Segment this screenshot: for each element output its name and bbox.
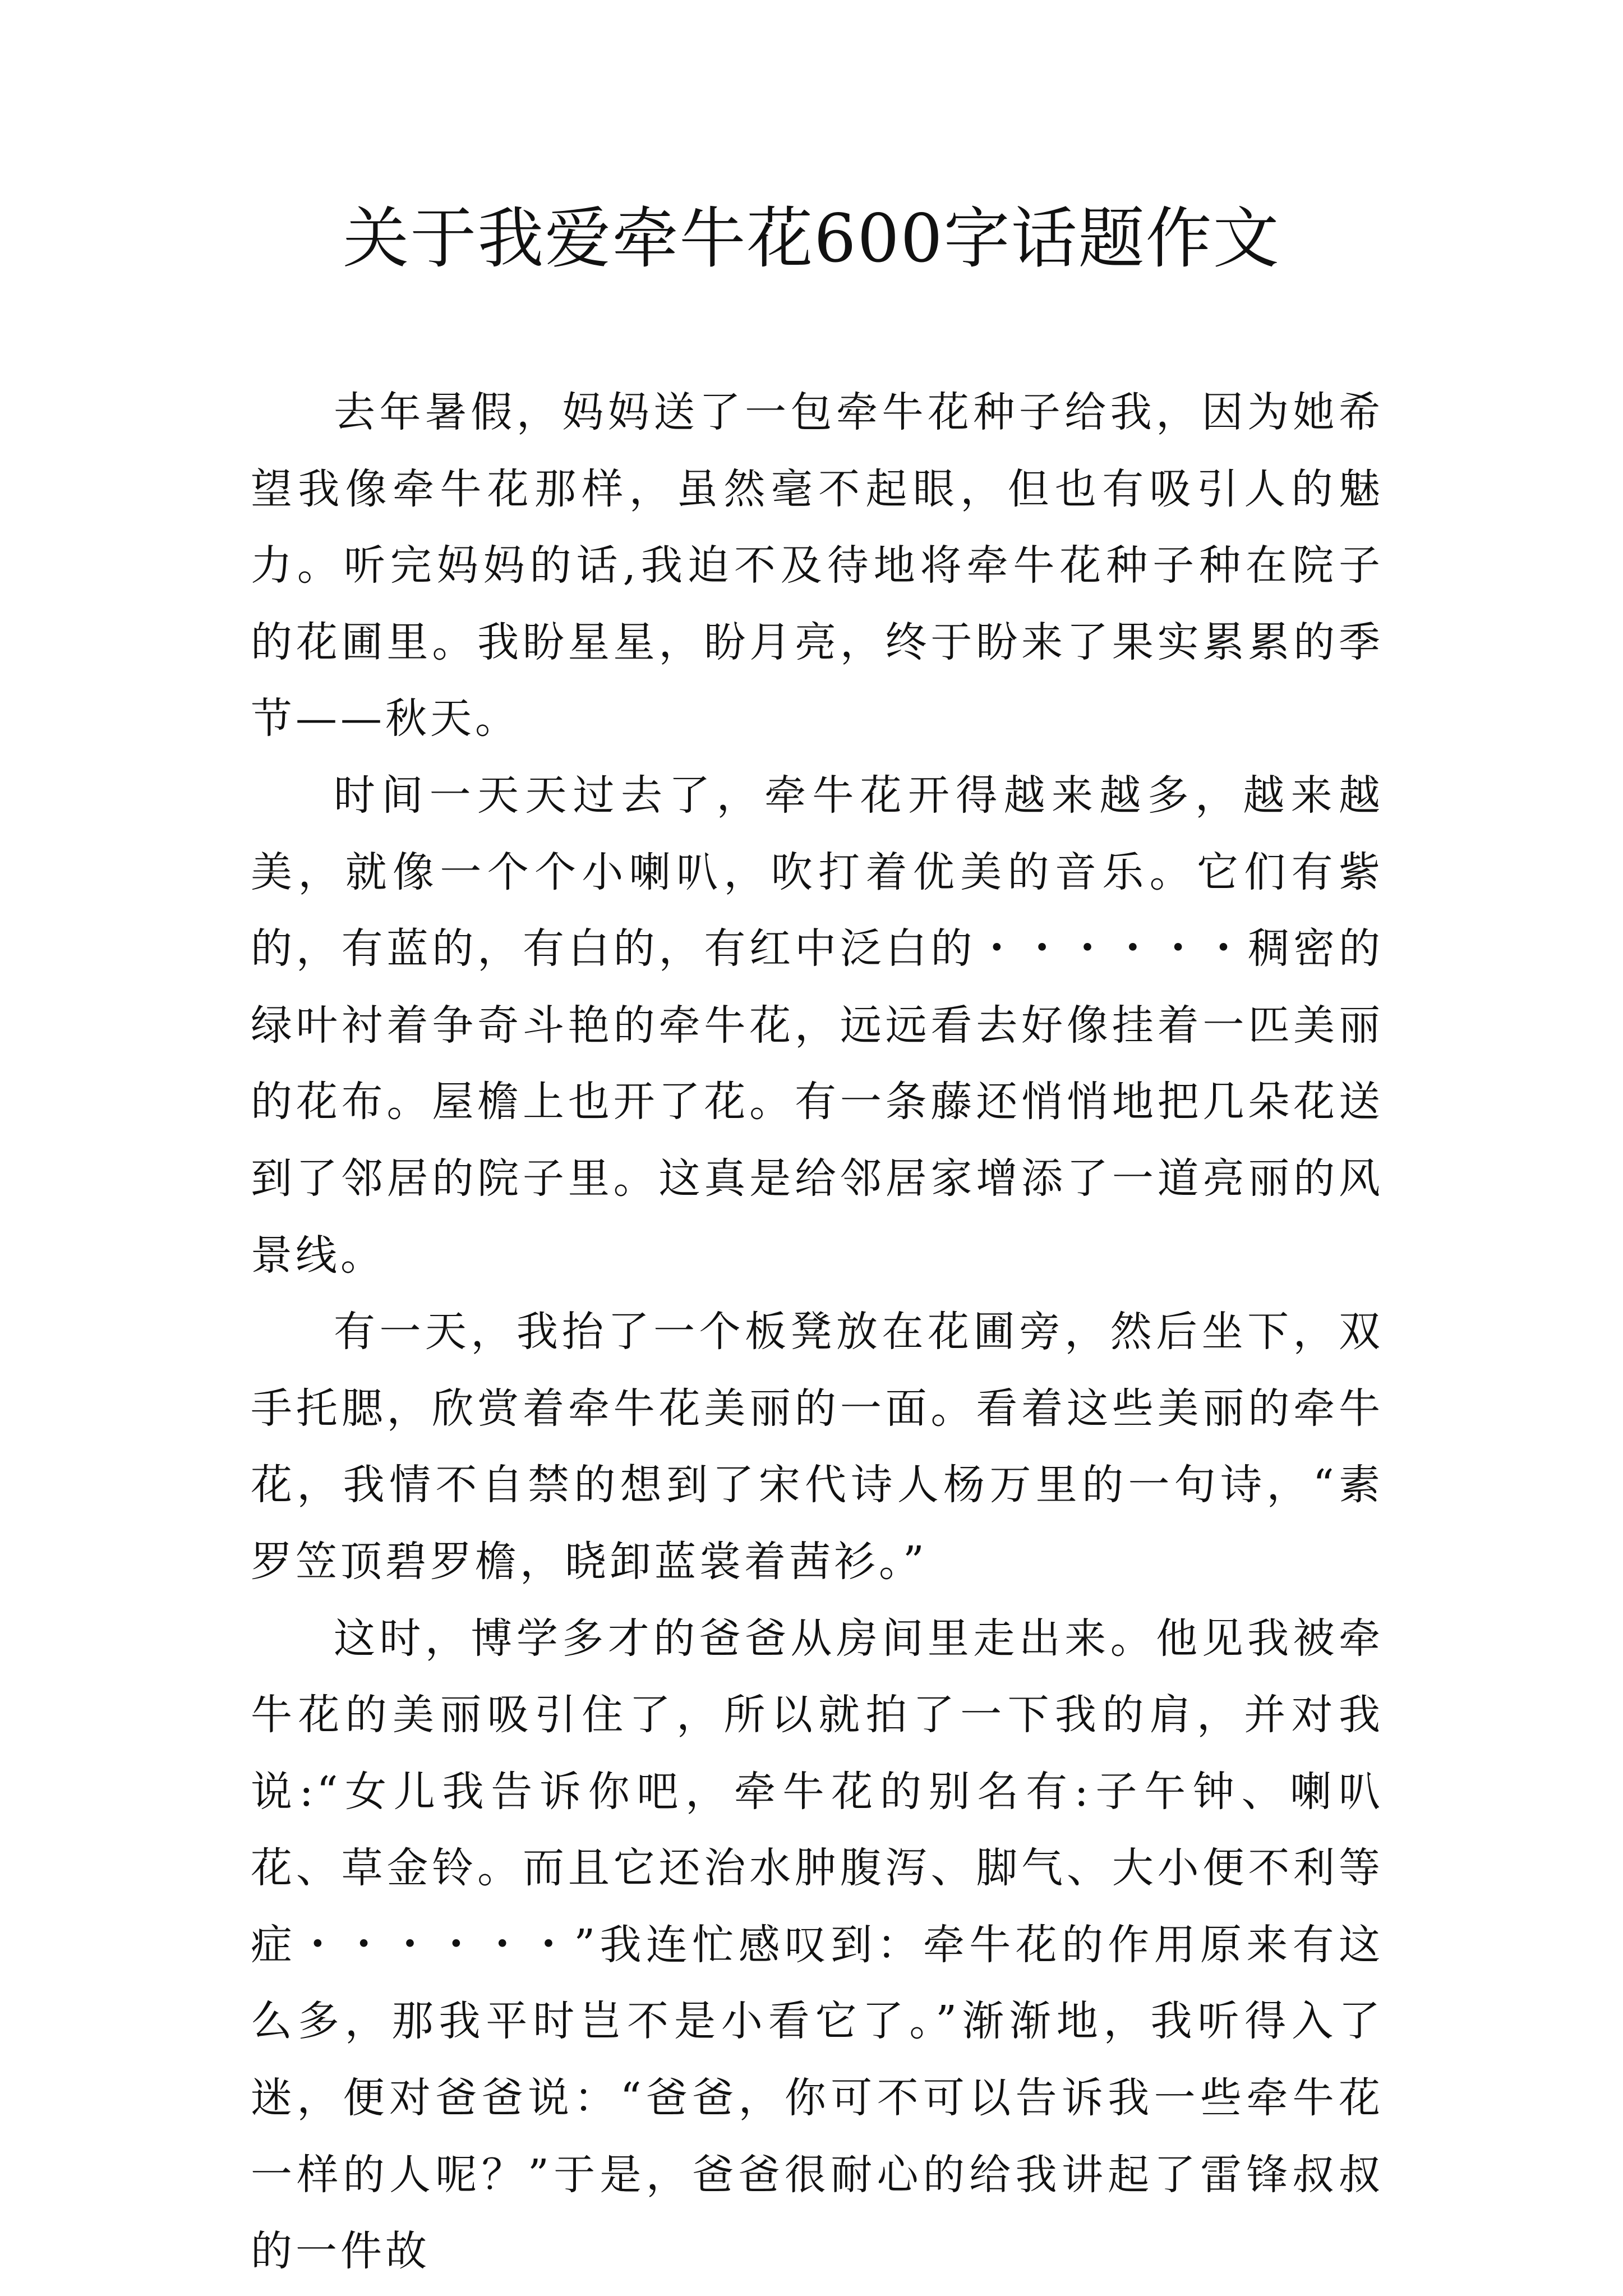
paragraph-4: 这时，博学多才的爸爸从房间里走出来。他见我被牵牛花的美丽吸引住了，所以就拍了一下我的肩，并对我说:“女儿我告诉你吧，牵牛花的别名有:子午钟、喇叭花、草金铃。而且它还治水肿腹泻、脚气、大小便不利等症・・・・・・”我连忙感叹到：牵牛花的作用原来有这么多，那我平时岂不是小看它了。”渐渐地，我听得入了迷，便对爸爸说：“爸爸，你可不可以告诉我一些牵牛花一样的人呢？”于是，爸爸很耐心的给我讲起了雷锋叔叔的一件故 bbox=[251, 1614, 1384, 2276]
paragraph-2: 时间一天天过去了，牵牛花开得越来越多，越来越美，就像一个个小喇叭，吹打着优美的音乐。它们有紫的，有蓝的，有白的，有红中泛白的・・・・・・稠密的绿叶衬着争奇斗艳的牵牛花，远远看去好像挂着一匹美丽的花布。屋檐上也开了花。有一条藤还悄悄地把几朵花送到了邻居的院子里。这真是给邻居家增添了一道亮丽的风景线。 bbox=[251, 771, 1384, 1280]
paragraph-1: 去年暑假，妈妈送了一包牵牛花种子给我，因为她希望我像牵牛花那样，虽然毫不起眼，但也有吸引人的魅力。听完妈妈的话,我迫不及待地将牵牛花种子种在院子的花圃里。我盼星星，盼月亮，终于盼来了果实累累的季节——秋天。 bbox=[251, 388, 1384, 743]
document-body bbox=[251, 374, 1384, 2290]
document-title: 关于我爱牵牛花600字话题作文 bbox=[343, 200, 1280, 277]
paragraph-3: 有一天，我抬了一个板凳放在花圃旁，然后坐下，双手托腮，欣赏着牵牛花美丽的一面。看着这些美丽的牵牛花，我情不自禁的想到了宋代诗人杨万里的一句诗，“素罗笠顶碧罗檐，晓卸蓝裳着茜衫。” bbox=[251, 1308, 1384, 1586]
